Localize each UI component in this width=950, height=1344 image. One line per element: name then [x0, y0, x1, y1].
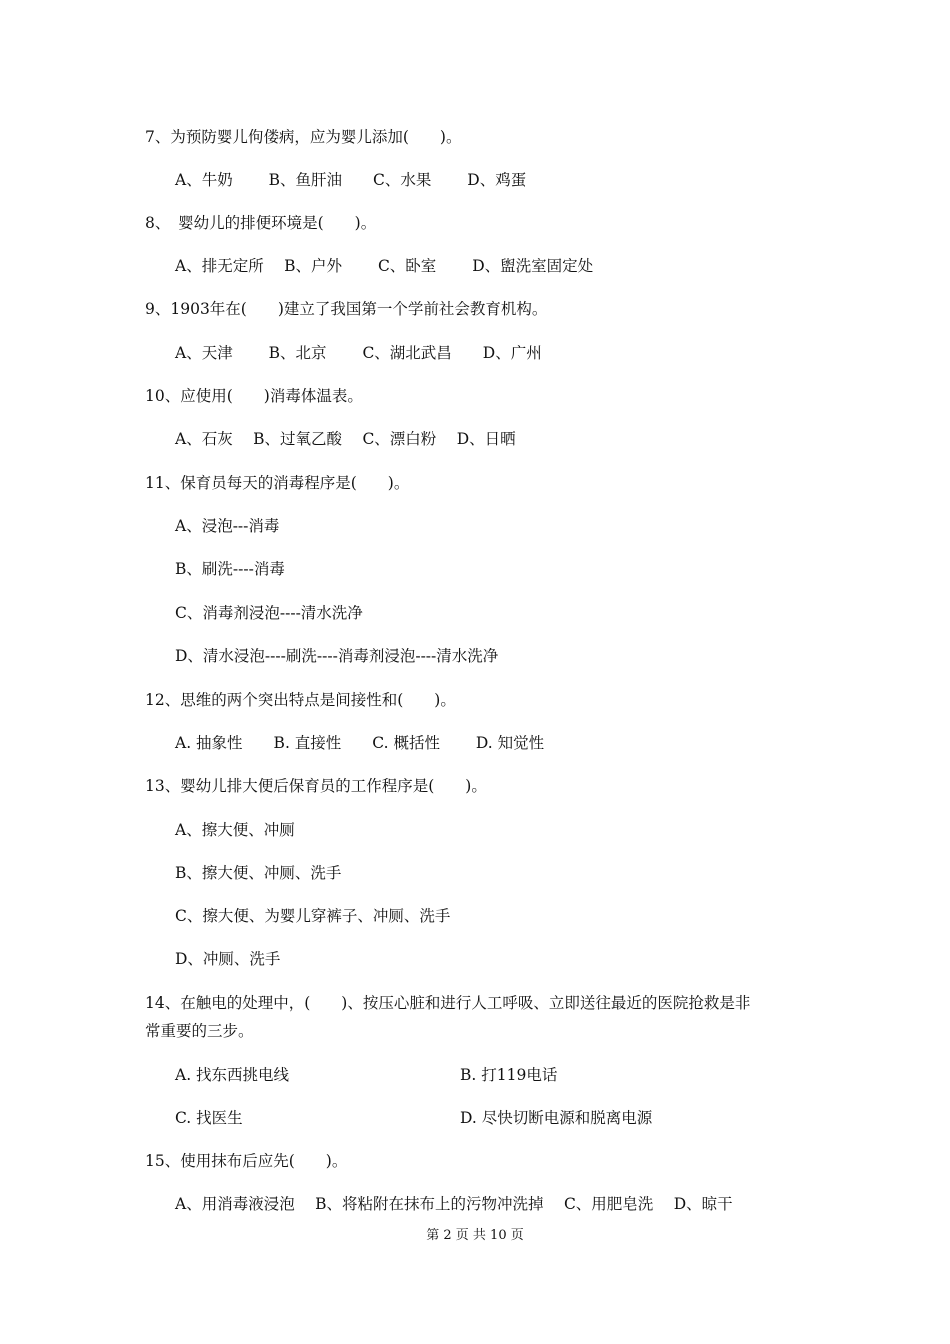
question-13-option-b: B、擦大便、冲厕、洗手 [175, 864, 342, 882]
question-10-options: A、石灰 B、过氧乙酸 C、漂白粉 D、日晒 [175, 430, 516, 448]
question-12-options: A. 抽象性 B. 直接性 C. 概括性 D. 知觉性 [175, 734, 545, 752]
question-14-option-b: B. 打119电话 [460, 1066, 558, 1084]
question-14-stem-line-2: 常重要的三步。 [145, 1022, 254, 1040]
question-12-stem: 12、思维的两个突出特点是间接性和( )。 [145, 691, 456, 709]
question-11-option-d: D、清水浸泡----刷洗----消毒剂浸泡----清水洗净 [175, 647, 499, 665]
question-11-option-a: A、浸泡---消毒 [175, 517, 280, 535]
page-footer: 第 2 页 共 10 页 [426, 1228, 524, 1243]
question-14-option-c: C. 找医生 [175, 1109, 243, 1127]
question-13-option-a: A、擦大便、冲厕 [175, 821, 295, 839]
question-13-stem: 13、婴幼儿排大便后保育员的工作程序是( )。 [145, 777, 487, 795]
question-11-option-c: C、消毒剂浸泡----清水洗净 [175, 604, 363, 622]
question-14-option-d: D. 尽快切断电源和脱离电源 [460, 1109, 653, 1127]
question-11-stem: 11、保育员每天的消毒程序是( )。 [145, 474, 410, 492]
question-14-stem-line-1: 14、在触电的处理中，( )、按压心脏和进行人工呼吸、立即送往最近的医院抢救是非 [145, 994, 751, 1012]
question-8-options: A、排无定所 B、户外 C、卧室 D、盥洗室固定处 [175, 257, 594, 275]
question-9-options: A、天津 B、北京 C、湖北武昌 D、广州 [175, 344, 542, 362]
question-10-stem: 10、应使用( )消毒体温表。 [145, 387, 363, 405]
question-7-options: A、牛奶 B、鱼肝油 C、水果 D、鸡蛋 [175, 171, 527, 189]
question-9-stem: 9、1903年在( )建立了我国第一个学前社会教育机构。 [145, 300, 548, 318]
question-13-option-d: D、冲厕、洗手 [175, 950, 281, 968]
question-7-stem: 7、为预防婴儿佝偻病，应为婴儿添加( )。 [145, 128, 462, 146]
question-15-stem: 15、使用抹布后应先( )。 [145, 1152, 348, 1170]
question-15-options: A、用消毒液浸泡 B、将粘附在抹布上的污物冲洗掉 C、用肥皂洗 D、晾干 [175, 1195, 733, 1213]
question-8-stem: 8、 婴幼儿的排便环境是( )。 [145, 214, 377, 232]
question-13-option-c: C、擦大便、为婴儿穿裤子、冲厕、洗手 [175, 907, 451, 925]
question-14-option-a: A. 找东西挑电线 [175, 1066, 290, 1084]
question-11-option-b: B、刷洗----消毒 [175, 560, 285, 578]
